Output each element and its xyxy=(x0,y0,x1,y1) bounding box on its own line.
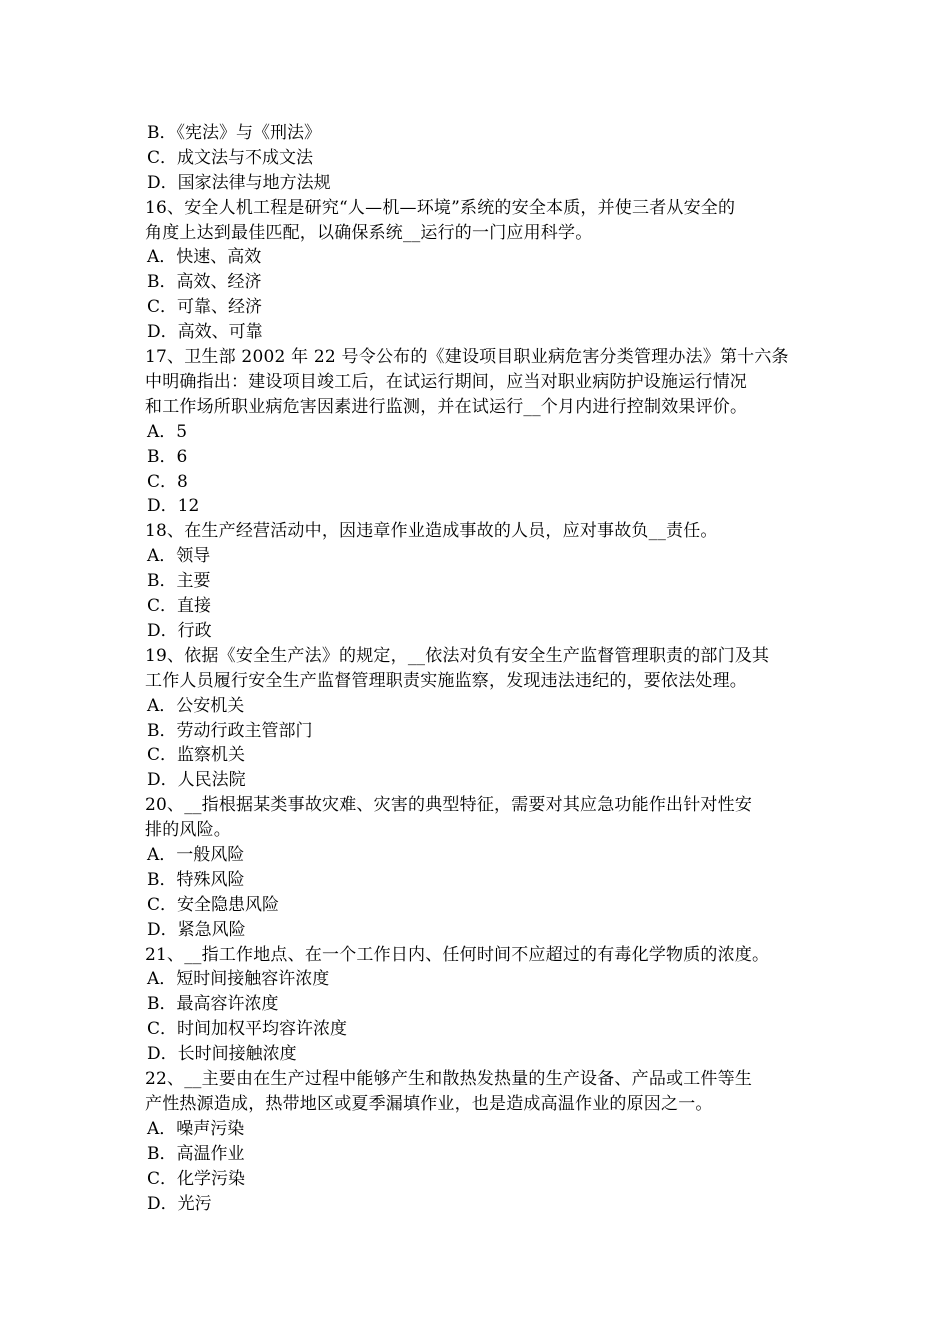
option-line: C．8 xyxy=(147,471,188,492)
option-line: C．化学污染 xyxy=(147,1168,246,1189)
question-line: 20、__指根据某类事故灾难、灾害的典型特征，需要对其应急功能作出针对性安 xyxy=(145,795,753,816)
option-line: D．人民法院 xyxy=(147,770,246,791)
option-line: D．行政 xyxy=(147,620,212,641)
option-line: A．快速、高效 xyxy=(147,247,262,268)
option-line: A．公安机关 xyxy=(147,695,245,716)
question-line: 16、安全人机工程是研究“人—机—环境”系统的安全本质，并使三者从安全的 xyxy=(145,197,736,218)
question-line: 产性热源造成，热带地区或夏季漏填作业，也是造成高温作业的原因之一。 xyxy=(145,1093,713,1114)
option-line: A．短时间接触容许浓度 xyxy=(147,969,330,990)
option-line: B．《宪法》与《刑法》 xyxy=(147,123,321,143)
option-line: D．长时间接触浓度 xyxy=(147,1044,297,1065)
option-line: B．最高容许浓度 xyxy=(147,994,279,1015)
question-line: 17、卫生部 2002 年 22 号令公布的《建设项目职业病危害分类管理办法》第十六条 xyxy=(145,347,789,368)
option-line: A．领导 xyxy=(147,546,211,567)
option-line: C．监察机关 xyxy=(147,745,246,766)
option-line: C．直接 xyxy=(147,596,212,617)
option-line: D．紧急风险 xyxy=(147,919,246,940)
option-line: B．高效、经济 xyxy=(147,272,262,293)
question-line: 和工作场所职业病危害因素进行监测，并在试运行__个月内进行控制效果评价。 xyxy=(145,396,748,417)
option-line: D．高效、可靠 xyxy=(147,322,263,343)
option-line: A．一般风险 xyxy=(147,844,245,865)
option-line: C．安全隐患风险 xyxy=(147,894,280,915)
option-line: B．6 xyxy=(147,446,188,467)
option-line: C．时间加权平均容许浓度 xyxy=(147,1019,348,1040)
option-line: B．特殊风险 xyxy=(147,869,245,890)
option-line: D．光污 xyxy=(147,1193,212,1214)
question-line: 19、依据《安全生产法》的规定，__依法对负有安全生产监督管理职责的部门及其 xyxy=(145,645,770,666)
option-line: D．12 xyxy=(147,496,200,517)
question-line: 21、__指工作地点、在一个工作日内、任何时间不应超过的有毒化学物质的浓度。 xyxy=(145,944,770,965)
question-line: 角度上达到最佳匹配，以确保系统__运行的一门应用科学。 xyxy=(145,222,593,243)
question-line: 中明确指出：建设项目竣工后，在试运行期间，应当对职业病防护设施运行情况 xyxy=(145,371,747,392)
question-line: 22、__主要由在生产过程中能够产生和散热发热量的生产设备、产品或工件等生 xyxy=(145,1069,753,1090)
question-line: 工作人员履行安全生产监督管理职责实施监察，发现违法违纪的，要依法处理。 xyxy=(145,670,747,691)
option-line: B．劳动行政主管部门 xyxy=(147,720,313,741)
option-line: D．国家法律与地方法规 xyxy=(147,172,331,193)
option-line: C．可靠、经济 xyxy=(147,297,263,318)
option-line: A．5 xyxy=(147,421,188,442)
document-page xyxy=(145,121,813,1216)
option-line: A．噪声污染 xyxy=(147,1118,245,1139)
option-line: C．成文法与不成文法 xyxy=(147,147,314,168)
option-line: B．主要 xyxy=(147,571,211,592)
option-line: B．高温作业 xyxy=(147,1143,245,1164)
question-line: 排的风险。 xyxy=(145,820,231,841)
question-line: 18、在生产经营活动中，因违章作业造成事故的人员，应对事故负__责任。 xyxy=(145,521,718,542)
